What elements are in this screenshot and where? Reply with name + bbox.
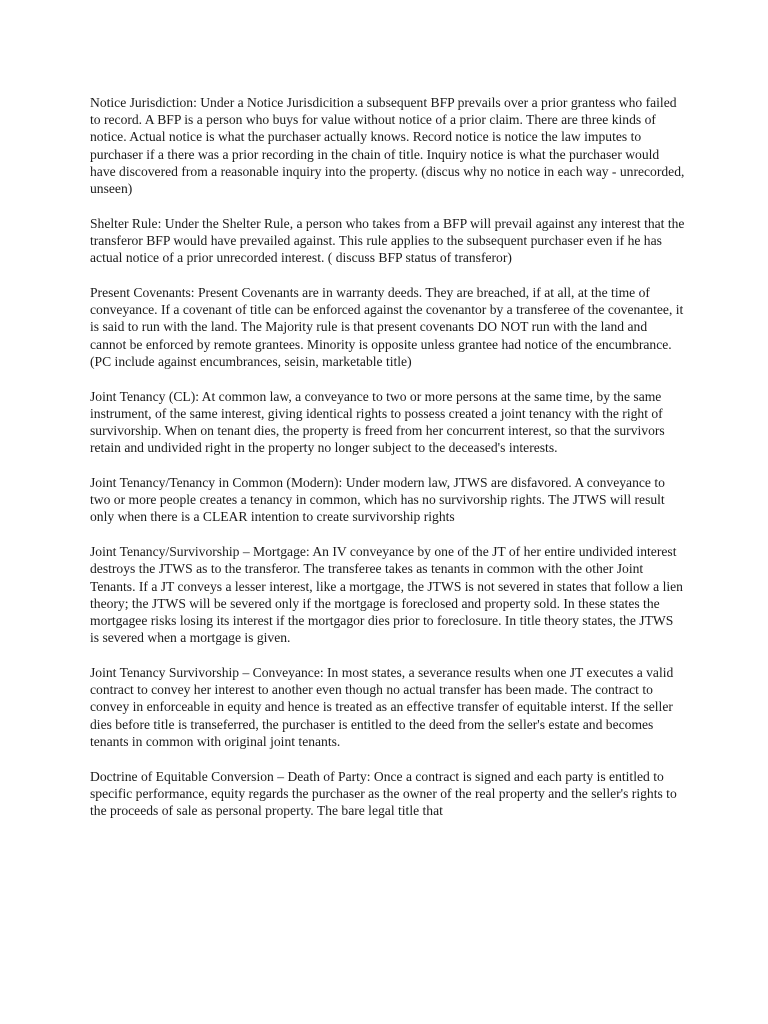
paragraph-present-covenants: Present Covenants: Present Covenants are in warranty deeds. They are breached, if at all, at the time of conveyance. If a covenant of title can be enforced against the covenantor by a transferee of the covenantee, it is said to run with the land. The Majority rule is that present covenants DO NOT run with the land and cannot be enforced by remote grantees. Minority is opposite unless grantee had notice of the encumbrance. (PC include against encumbrances, seisin, marketable title) [90,285,684,369]
document-body [90,94,685,837]
paragraph-jt-survivorship-conveyance: Joint Tenancy Survivorship – Conveyance: In most states, a severance results when one JT executes a valid contract to convey her interest to another even though no actual transfer has been made. The contract to convey in enforceable in equity and hence is treated as an effective transfer of equitable interst. If the seller dies before title is transeferred, the purchaser is entitled to the deed from the seller's estate and becomes tenants in common with original joint tenants. [90,665,674,749]
paragraph-equitable-conversion: Doctrine of Equitable Conversion – Death of Party: Once a contract is signed and each party is entitled to specific performance, equity regards the purchaser as the owner of the real property and the seller's rights to the proceeds of sale as personal property. The bare legal title that [90,768,677,819]
paragraph-shelter-rule: Shelter Rule: Under the Shelter Rule, a person who takes from a BFP will prevail against any interest that the transferor BFP would have prevailed against. This rule applies to the subsequent purchaser even if he has actual notice of a prior unrecorded interest. ( discuss BFP status of transferor) [90,215,685,266]
paragraph-joint-tenancy-cl: Joint Tenancy (CL): At common law, a conveyance to two or more persons at the same time, by the same instrument, of the same interest, giving identical rights to possess created a joint tenancy with the right of survivorship. When on tenant dies, the property is freed from her concurrent interest, so that the survivors retain and undivided right in the property no longer subject to the deceased's interests. [90,388,665,456]
paragraph-joint-tenancy-modern: Joint Tenancy/Tenancy in Common (Modern): Under modern law, JTWS are disfavored. A conveyance to two or more people creates a tenancy in common, which has no survivorship rights. The JTWS will result only when there is a CLEAR intention to create survivorship rights [90,475,665,525]
paragraph-notice-jurisdiction: Notice Jurisdiction: Under a Notice Jurisdicition a subsequent BFP prevails over a prior grantess who failed to record. A BFP is a person who buys for value without notice of a prior claim. There are three kinds of notice. Actual notice is what the purchaser actually knows. Record notice is notice the law imputes to purchaser if a there was a prior recording in the chain of title. Inquiry notice is what the purchaser would have discovered from a reasonable inquiry into the property. (discus why no notice in each way - unrecorded, unseen) [90,95,685,197]
paragraph-jt-survivorship-mortgage: Joint Tenancy/Survivorship – Mortgage: An IV conveyance by one of the JT of her entire undivided interest destroys the JTWS as to the transferor. The transferee takes as tenants in common with the other Joint Tenants. If a JT conveys a lesser interest, like a mortgage, the JTWS is not severed in states that follow a lien theory; the JTWS will be severed only if the mortgage is foreclosed and property sold. In these states the mortgagee risks losing its interest if the mortgagor dies prior to foreclosure. In title theory states, the JTWS is severed when a mortgage is given. [90,544,683,646]
